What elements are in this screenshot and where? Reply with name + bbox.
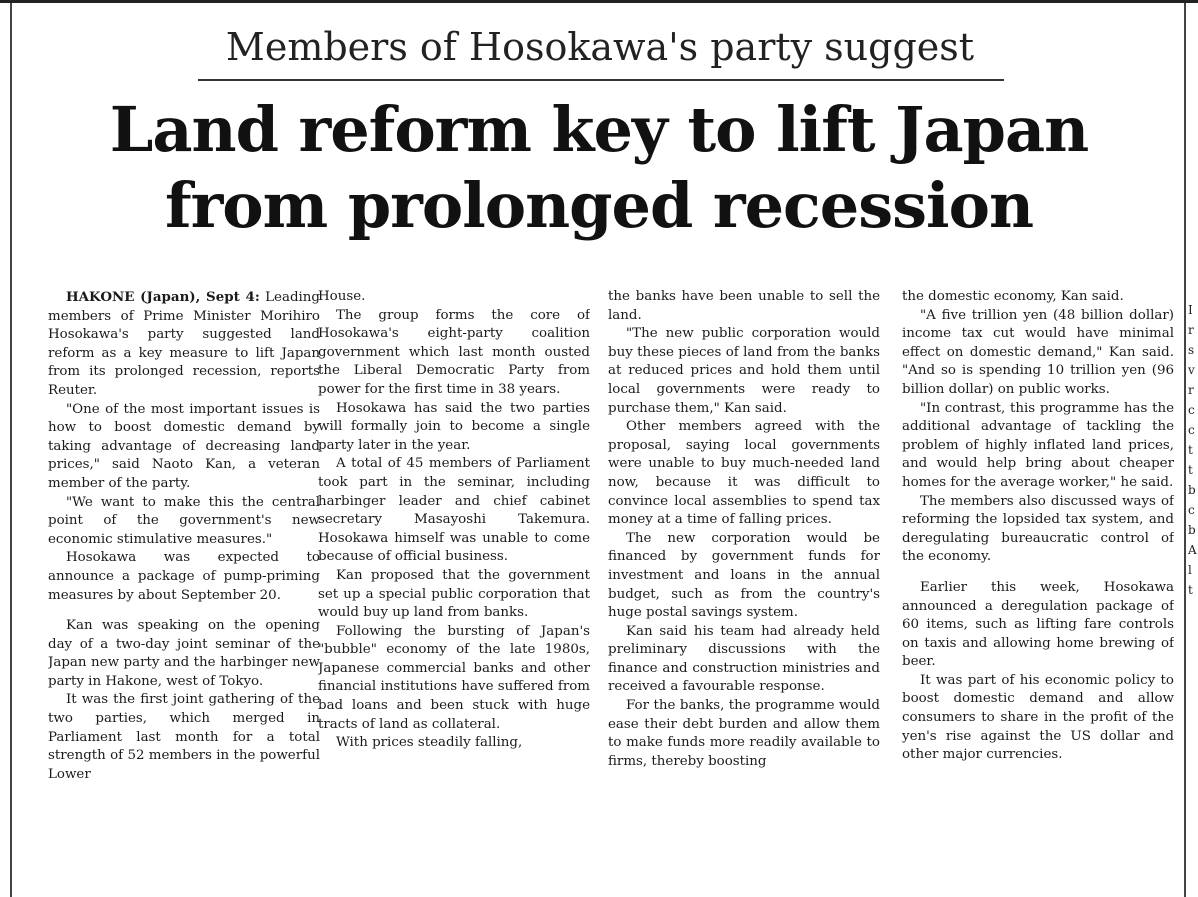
paragraph: "We want to make this the central point of the government's new economic stimulative measures." [48, 494, 320, 547]
paragraph: Kan proposed that the government set up a special public corporation that would buy up land from banks. [318, 567, 590, 621]
top-border [0, 0, 1198, 3]
paragraph: It was the first joint gathering of the two parties, which merged in Parliament last month for a total strength of 52 members in the powerful Lower [48, 692, 320, 782]
right-column-rule [1184, 3, 1186, 897]
paragraph: Hosokawa has said the two parties will formally join to become a single party later in the year. [318, 400, 590, 453]
paragraph: Hosokawa was expected to announce a package of pump-priming measures by about September 20. [48, 550, 320, 603]
paragraph: the banks have been unable to sell the land. [608, 289, 880, 323]
paragraph: Other members agreed with the proposal, saying local governments were unable to buy much-needed land now, because it was difficult to convince local assemblies to spend tax money at a time of falling prices. [608, 419, 880, 528]
paragraph: For the banks, the programme would ease their debt burden and allow them to make funds more readily available to firms, thereby boosting [608, 698, 880, 769]
article-kicker: Members of Hosokawa's party suggest [225, 25, 975, 69]
paragraph: The group forms the core of Hosokawa's eight-party coalition government which last month ousted the Liberal Democratic Party from power for the first time in 38 years. [318, 307, 590, 397]
paragraph [48, 288, 320, 401]
dateline: HAKONE (Japan), Sept 4: [66, 289, 260, 305]
article-column-1 [48, 288, 320, 888]
article-headline [20, 92, 1178, 244]
article-column-4 [902, 288, 1174, 888]
paragraph: House. [318, 289, 366, 304]
paragraph: With prices steadily falling, [336, 735, 523, 751]
paragraph: the domestic economy, Kan said. [902, 289, 1124, 304]
headline-line-2: from prolonged recession [164, 169, 1034, 242]
paragraph: "The new public corporation would buy these pieces of land from the banks at reduced prices and hold them until local governments were ready to purchase them," Kan said. [608, 326, 880, 416]
kicker-underline [198, 79, 1004, 81]
paragraph: Kan said his team had already held preliminary discussions with the finance and construction ministries and received a favourable response. [608, 623, 880, 695]
paragraph: A total of 45 members of Parliament took part in the seminar, including harbinger leader and chief cabinet secretary Masayoshi Takemura. Hosokawa himself was unable to come because of official business. [318, 456, 590, 565]
paragraph: The new corporation would be financed by government funds for investment and loans in the annual budget, such as from the country's huge postal savings system. [608, 530, 880, 621]
headline-line-1: Land reform key to lift Japan [109, 93, 1089, 166]
paragraph: The members also discussed ways of reforming the lopsided tax system, and deregulating bureaucratic control of the economy. [902, 493, 1174, 565]
paragraph-text: Leading members of Prime Minister Morihiro Hosokawa's party suggested land reform as a key measure to lift Japan from its prolonged recession, reports Reuter. [48, 290, 320, 398]
paragraph: Kan was speaking on the opening day of a two-day joint seminar of the Japan new party and the harbinger new party in Hakone, west of Tokyo. [48, 618, 320, 689]
article-column-2 [318, 288, 590, 888]
article-column-3 [608, 288, 880, 888]
left-column-rule [10, 3, 12, 897]
paragraph: "One of the most important issues is how to boost domestic demand by taking advantage of decreasing land prices," said Naoto Kan, a veteran member of the party. [48, 401, 320, 491]
paragraph: Following the bursting of Japan's "bubble" economy of the late 1980s, Japanese commercial banks and other financial institutions have suffered from bad loans and been stuck with huge tracts of land as collateral. [318, 623, 590, 732]
paragraph: "A five trillion yen (48 billion dollar) income tax cut would have minimal effect on domestic demand," Kan said. "And so is spending 10 trillion yen (96 billion dollar) on public works. [902, 307, 1174, 397]
paragraph: It was part of his economic policy to boost domestic demand and allow consumers to share in the profit of the yen's rise against the US dollar and other major currencies. [902, 672, 1174, 763]
adjacent-article-edge-text: I r s v r c c t t b c b A l t [1188, 303, 1197, 597]
paragraph: "In contrast, this programme has the additional advantage of tackling the problem of highly inflated land prices, and would help bring about cheaper homes for the average worker," he said. [902, 400, 1174, 490]
paragraph: Earlier this week, Hosokawa announced a deregulation package of 60 items, such as lifting fare controls on taxis and allowing home brewing of beer. [902, 579, 1174, 670]
